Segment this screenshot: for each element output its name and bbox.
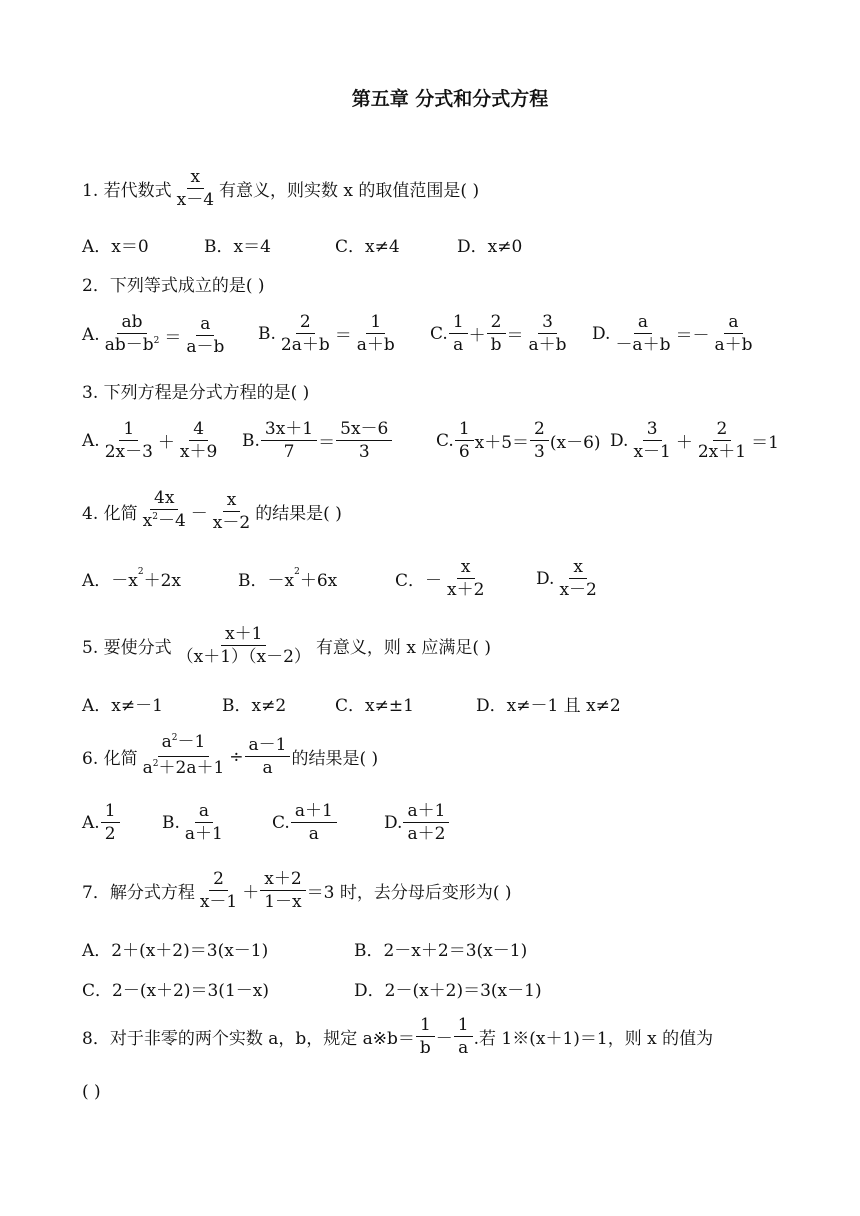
q2-a-fraction-1	[101, 311, 164, 359]
q3-option-c	[436, 418, 601, 463]
q3-d-num-1: 3	[643, 418, 662, 441]
q6-option-c	[272, 800, 338, 845]
q6-c-den: a	[308, 824, 319, 844]
q1-prefix: 1. 若代数式	[82, 181, 172, 201]
q8-den-2: a	[458, 1038, 469, 1058]
q4-c-den: x＋2	[447, 580, 485, 600]
q2-b-num-2: 1	[366, 311, 385, 334]
question-4-stem	[82, 487, 342, 535]
q8-num-1: 1	[416, 1014, 435, 1037]
chapter-title: 第五章 分式和分式方程	[351, 88, 549, 110]
q4-option-c	[395, 556, 489, 601]
q2-d-fraction-2	[710, 311, 756, 356]
question-1-stem	[82, 166, 479, 211]
q3-d-fraction-2	[694, 418, 750, 463]
q3-b-equals: ＝	[318, 433, 336, 453]
q2-c-fraction-1	[449, 311, 468, 356]
q4-b-rest: ＋6x	[299, 571, 338, 591]
q2-c-fraction-2	[487, 311, 506, 356]
q3-c-num-1: 1	[455, 418, 474, 441]
q3-b-label: B.	[242, 430, 260, 451]
q2-a-den-1	[101, 334, 164, 359]
q6-option-d	[384, 800, 450, 845]
q6-den-1-rest: ＋2a＋1	[158, 758, 225, 778]
q2-option-c	[430, 311, 572, 356]
q3-option-a	[82, 418, 222, 463]
q5-option-d: D．x≠－1 且 x≠2	[476, 696, 621, 716]
q6-divide: ÷	[229, 746, 244, 767]
q2-a-num-1: ab	[117, 311, 146, 334]
q3-option-d	[610, 418, 779, 463]
q4-num-2: x	[223, 489, 241, 512]
q2-option-d	[592, 311, 758, 356]
q2-a-label: A.	[82, 325, 100, 345]
q7-num-1: 2	[209, 868, 228, 891]
q4-fraction-1	[139, 487, 190, 535]
question-7-stem	[82, 868, 512, 913]
q3-c-fraction-2	[530, 418, 549, 463]
q2-d-equals: ＝－	[675, 326, 710, 346]
q2-d-den-2: a＋b	[714, 335, 753, 355]
q6-den-2: a	[262, 758, 273, 778]
q7-den-1: x－1	[199, 892, 238, 912]
q5-option-b: B．x≠2	[222, 696, 287, 716]
q2-d-label: D.	[592, 323, 611, 344]
q4-option-a	[82, 566, 181, 591]
q2-b-equals: ＝	[334, 326, 352, 346]
q3-a-label: A.	[82, 430, 100, 451]
q3-d-fraction-1	[629, 418, 674, 463]
q6-num-2: a－1	[245, 734, 291, 757]
q3-b-num-2: 5x－6	[336, 418, 392, 441]
q2-b-fraction-1	[277, 311, 334, 356]
q7-num-2: x＋2	[260, 868, 305, 891]
q4-b-exponent: 2	[294, 566, 300, 577]
q6-prefix: 6. 化简	[82, 749, 138, 769]
q6-num-1-base: a	[161, 732, 172, 752]
q7-prefix: 7．解分式方程	[82, 883, 195, 903]
q4-suffix: 的结果是( )	[255, 503, 342, 524]
q2-c-label: C.	[430, 323, 448, 344]
q2-option-b	[258, 311, 400, 356]
q6-option-a	[82, 800, 121, 845]
q2-a-den-1-exponent: 2	[153, 336, 160, 346]
q6-b-fraction	[181, 800, 227, 845]
q5-option-c: C．x≠±1	[335, 696, 414, 716]
q7-fraction-2	[260, 868, 305, 913]
q6-d-den: a＋2	[407, 824, 446, 844]
q6-d-num: a＋1	[403, 800, 449, 823]
q4-option-d	[536, 556, 602, 601]
q2-a-num-2: a	[196, 313, 214, 336]
q4-den-2: x－2	[212, 512, 251, 533]
q3-d-num-2: 2	[713, 418, 732, 441]
q3-a-fraction-1	[101, 418, 157, 463]
q4-a-label: A．－x	[82, 571, 138, 591]
q1-fraction	[173, 166, 218, 211]
q2-b-den-1: 2a＋b	[280, 335, 330, 355]
q4-d-fraction	[555, 556, 600, 601]
q3-a-num-2: 4	[189, 418, 208, 441]
q6-a-den: 2	[104, 824, 116, 844]
q2-d-fraction-1	[611, 311, 674, 356]
q4-prefix: 4. 化简	[82, 503, 138, 524]
q8-answer-parentheses: ( )	[82, 1082, 101, 1102]
q6-num-1	[158, 731, 210, 757]
q3-c-suffix: (x－6)	[549, 433, 601, 453]
q3-option-b	[242, 418, 393, 463]
q4-c-fraction	[443, 556, 488, 601]
q2-c-den-1: a	[453, 335, 464, 355]
q4-option-b	[238, 566, 337, 591]
q3-c-den-1: 6	[458, 442, 470, 462]
q2-c-fraction-3	[525, 311, 571, 356]
q3-b-den-1: 7	[283, 442, 295, 462]
q1-numerator: x	[187, 166, 205, 189]
q3-c-label: C.	[436, 430, 454, 451]
q4-minus: －	[190, 503, 208, 524]
q2-d-den-1: －a＋b	[615, 335, 671, 355]
q2-c-num-1: 1	[449, 311, 468, 334]
q1-option-b: B．x＝4	[204, 237, 271, 257]
question-2-stem: 2．下列等式成立的是( )	[82, 276, 265, 296]
q2-d-num-1: a	[634, 311, 652, 334]
q7-den-2: 1－x	[264, 892, 302, 912]
q6-option-b	[162, 800, 228, 845]
q4-d-num: x	[569, 556, 587, 579]
q5-prefix: 5. 要使分式	[82, 638, 172, 658]
q5-numerator: x＋1	[221, 623, 266, 646]
q1-denominator: x－4	[176, 190, 215, 210]
q1-suffix: 有意义，则实数 x 的取值范围是( )	[219, 181, 480, 201]
q6-d-fraction	[403, 800, 449, 845]
q3-a-den-1: 2x－3	[104, 442, 153, 462]
q4-d-den: x－2	[559, 580, 597, 600]
q1-option-a: A．x＝0	[82, 237, 149, 257]
q3-d-suffix: ＝1	[751, 433, 779, 453]
q6-c-num: a＋1	[291, 800, 337, 823]
q5-option-a: A．x≠－1	[82, 696, 163, 716]
q8-fraction-2	[454, 1014, 473, 1059]
q5-denominator: （x＋1）（x－2）	[176, 647, 311, 667]
q8-minus: －	[435, 1029, 453, 1049]
q3-d-label: D.	[610, 430, 629, 451]
q3-b-num-1: 3x＋1	[261, 418, 317, 441]
q6-c-label: C.	[272, 812, 290, 833]
q2-c-den-3: a＋b	[528, 335, 567, 355]
q6-fraction-2	[245, 734, 291, 779]
q8-fraction-1	[416, 1014, 435, 1059]
q8-suffix: .若 1※(x＋1)＝1，则 x 的值为	[473, 1029, 714, 1049]
q3-d-den-2: 2x＋1	[697, 442, 747, 462]
question-6-stem	[82, 731, 378, 782]
q4-b-label: B．－x	[238, 571, 295, 591]
q1-option-c: C．x≠4	[335, 237, 400, 257]
q7-option-c: C．2－(x＋2)＝3(1－x)	[82, 981, 269, 1001]
q2-a-fraction-2	[182, 313, 228, 358]
q2-a-den-1-text: ab－b	[104, 335, 154, 355]
q3-a-plus: ＋	[157, 433, 175, 453]
q3-c-num-2: 2	[530, 418, 549, 441]
q6-num-1-rest: －1	[177, 732, 206, 752]
q7-plus: ＋	[242, 883, 260, 903]
q3-d-plus: ＋	[675, 433, 693, 453]
q4-num-1: 4x	[150, 487, 178, 510]
q2-c-plus: ＋	[468, 326, 486, 346]
q8-den-1: b	[419, 1038, 431, 1058]
q3-c-middle: x＋5＝	[474, 433, 530, 453]
q3-b-den-2: 3	[358, 442, 370, 462]
q2-b-fraction-2	[353, 311, 399, 356]
q6-num-1-exponent: 2	[171, 733, 178, 743]
q1-option-d: D．x≠0	[457, 237, 523, 257]
q2-b-label: B.	[258, 323, 276, 344]
q2-a-equals: ＝	[164, 327, 182, 348]
q7-option-a: A．2＋(x＋2)＝3(x－1)	[82, 941, 269, 961]
q6-den-1-base: a	[142, 758, 153, 778]
q4-d-label: D.	[536, 568, 555, 589]
q8-num-2: 1	[454, 1014, 473, 1037]
q4-den-1-exponent: 2	[152, 512, 158, 522]
q2-c-equals: ＝	[506, 326, 524, 346]
q7-fraction-1	[196, 868, 241, 913]
q7-option-d: D．2－(x＋2)＝3(x－1)	[354, 981, 542, 1001]
q4-c-label: C．－	[395, 571, 443, 591]
q2-c-den-2: b	[490, 335, 502, 355]
q3-b-fraction-2	[336, 418, 392, 463]
q3-a-fraction-2	[176, 418, 221, 463]
q6-den-1	[139, 757, 229, 782]
q3-c-den-2: 3	[534, 442, 545, 462]
q6-b-label: B.	[162, 812, 180, 833]
q5-suffix: 有意义，则 x 应满足( )	[315, 638, 492, 658]
q2-d-num-2: a	[724, 311, 742, 334]
q3-c-fraction-1	[455, 418, 474, 463]
q6-c-fraction	[291, 800, 337, 845]
q4-den-1	[139, 510, 190, 535]
q6-den-1-exponent: 2	[152, 759, 159, 769]
q6-b-den: a＋1	[184, 824, 223, 844]
q6-fraction-1	[139, 731, 229, 782]
q5-fraction	[173, 623, 315, 668]
q4-a-rest: ＋2x	[143, 571, 182, 591]
q6-suffix: 的结果是( )	[291, 749, 379, 769]
q4-c-num: x	[457, 556, 475, 579]
q6-b-num: a	[195, 800, 213, 823]
q6-a-fraction	[101, 800, 120, 845]
q8-prefix: 8．对于非零的两个实数 a，b，规定 a※b＝	[82, 1029, 415, 1049]
q7-suffix: ＝3 时，去分母后变形为( )	[306, 883, 512, 903]
q6-d-label: D.	[384, 812, 403, 833]
q2-a-den-2: a－b	[186, 336, 225, 357]
q3-a-den-2: x＋9	[179, 442, 218, 462]
question-5-stem	[82, 623, 491, 668]
question-8-stem	[82, 1014, 713, 1059]
q3-d-den-1: x－1	[633, 442, 671, 462]
q4-den-1-base: x	[142, 511, 153, 531]
q7-option-b: B．2－x＋2＝3(x－1)	[354, 941, 528, 961]
q2-option-a	[82, 311, 229, 359]
q2-b-num-1: 2	[296, 311, 315, 334]
q3-b-fraction-1	[261, 418, 317, 463]
q3-a-num-1: 1	[119, 418, 138, 441]
q2-c-num-3: 3	[538, 311, 557, 334]
q6-a-num: 1	[101, 800, 120, 823]
q4-a-exponent: 2	[137, 566, 144, 577]
q6-a-label: A.	[82, 812, 100, 833]
q2-c-num-2: 2	[487, 311, 506, 334]
q2-b-den-2: a＋b	[356, 335, 395, 355]
q4-fraction-2	[209, 489, 254, 534]
q4-den-1-rest: －4	[157, 511, 186, 531]
question-3-stem: 3. 下列方程是分式方程的是( )	[82, 383, 310, 403]
